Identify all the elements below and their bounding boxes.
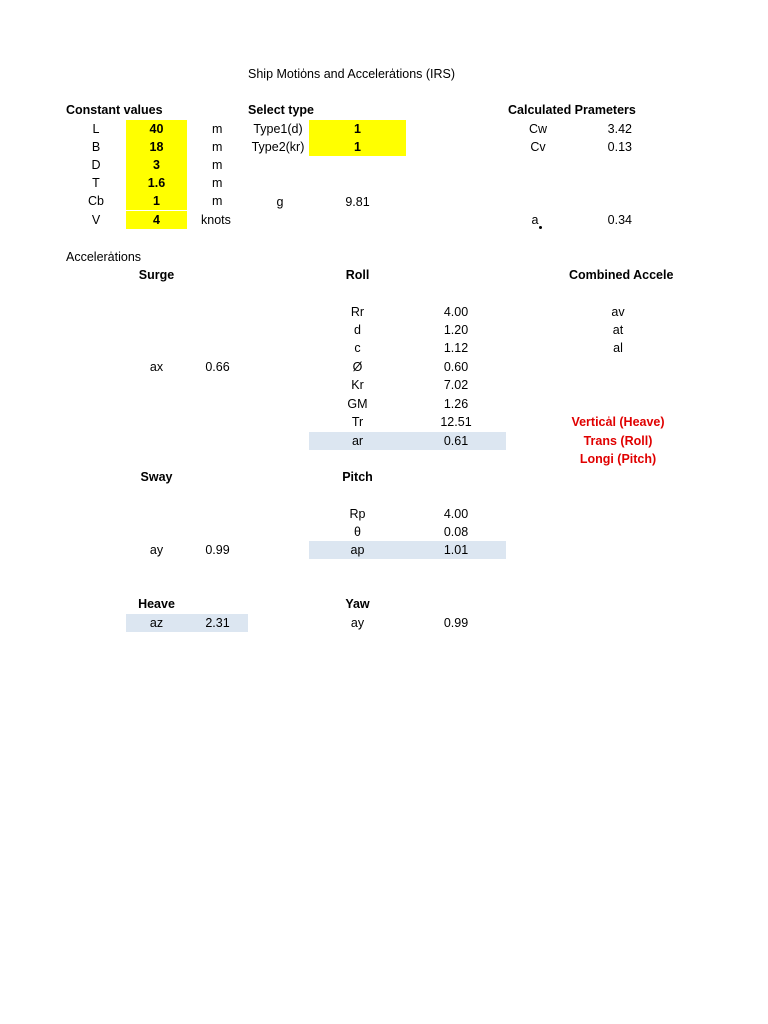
- pitch-label: Rp: [349, 507, 366, 521]
- constant-unit: m: [212, 194, 223, 208]
- pitch-value: 0.08: [443, 525, 469, 539]
- constant-unit: m: [212, 158, 223, 172]
- calculated-header: Calculated Prameters: [508, 103, 636, 117]
- accelerations-header: Accelera̍tions: [66, 250, 142, 264]
- sheet-title: Ship Motio̍ns and Accelera̍tions (IRS): [248, 67, 456, 81]
- roll-label: GM: [347, 397, 368, 411]
- roll-header: Roll: [345, 268, 370, 282]
- roll-value: 7.02: [443, 378, 469, 392]
- constant-unit: m: [212, 176, 223, 190]
- sway-label: ay: [149, 543, 164, 557]
- constant-input[interactable]: 18: [126, 138, 187, 156]
- gravity-label: g: [276, 195, 284, 209]
- calculated-label: a: [531, 213, 539, 227]
- constant-label: V: [91, 213, 101, 227]
- legend-longi-pitch: Longi (Pitch): [579, 452, 657, 466]
- type1-label: Type1(d): [253, 122, 303, 136]
- sway-header: Sway: [140, 470, 173, 484]
- constant-label: T: [92, 176, 100, 190]
- type2-label: Type2(kr): [251, 140, 305, 154]
- constant-unit: m: [212, 122, 223, 136]
- constant-label: D: [91, 158, 101, 172]
- select-type-header: Select type: [248, 103, 315, 117]
- subscript-dot: [539, 226, 542, 229]
- roll-label: Ø: [352, 360, 363, 374]
- constant-unit: m: [212, 140, 223, 154]
- calculated-value: 3.42: [607, 122, 632, 136]
- heave-value: 2.31: [187, 614, 248, 632]
- roll-value: 12.51: [440, 415, 472, 429]
- constant-input[interactable]: 4: [126, 211, 187, 229]
- yaw-label: ay: [350, 616, 365, 630]
- heave-header: Heave: [138, 597, 175, 611]
- surge-header: Surge: [138, 268, 175, 282]
- type1-input[interactable]: 1: [309, 120, 406, 138]
- roll-result-value: 0.61: [406, 432, 506, 450]
- roll-value: 1.26: [443, 397, 469, 411]
- constant-label: Cb: [88, 194, 104, 208]
- roll-value: 4.00: [443, 305, 469, 319]
- constant-input[interactable]: 1.6: [126, 174, 187, 192]
- constant-input[interactable]: 40: [126, 120, 187, 138]
- calculated-label: Cw: [528, 122, 548, 136]
- yaw-header: Yaw: [345, 597, 370, 611]
- roll-value: 1.12: [443, 341, 469, 355]
- roll-label: Kr: [351, 378, 364, 392]
- pitch-result-value: 1.01: [406, 541, 506, 559]
- type2-input[interactable]: 1: [309, 138, 406, 156]
- roll-label: Rr: [350, 305, 365, 319]
- yaw-value: 0.99: [443, 616, 469, 630]
- surge-value: 0.66: [205, 360, 230, 374]
- calculated-value: 0.34: [607, 213, 632, 227]
- constant-input[interactable]: 3: [126, 156, 187, 174]
- calculated-value: 0.13: [607, 140, 632, 154]
- legend-vertical-heave: Vertica̍l (Heave): [571, 415, 665, 429]
- roll-label: d: [354, 323, 361, 337]
- sway-value: 0.99: [205, 543, 230, 557]
- surge-label: ax: [149, 360, 164, 374]
- constant-label: B: [91, 140, 101, 154]
- constant-unit: knots: [201, 213, 231, 227]
- combined-label: al: [613, 341, 623, 355]
- combined-header: Combined Accele: [569, 268, 674, 282]
- pitch-result-label: ap: [309, 541, 406, 559]
- pitch-header: Pitch: [342, 470, 373, 484]
- gravity-value: 9.81: [345, 195, 370, 209]
- pitch-label: θ: [354, 525, 361, 539]
- constant-values-header: Constant values: [66, 103, 163, 117]
- roll-label: c: [354, 341, 361, 355]
- pitch-value: 4.00: [443, 507, 469, 521]
- constant-input[interactable]: 1: [126, 192, 187, 210]
- constant-label: L: [92, 122, 100, 136]
- roll-value: 1.20: [443, 323, 469, 337]
- roll-result-label: ar: [309, 432, 406, 450]
- combined-label: at: [612, 323, 624, 337]
- combined-label: av: [611, 305, 625, 319]
- heave-label: az: [126, 614, 187, 632]
- roll-value: 0.60: [443, 360, 469, 374]
- roll-label: Tr: [351, 415, 364, 429]
- calculated-label: Cv: [530, 140, 546, 154]
- legend-trans-roll: Trans (Roll): [583, 434, 653, 448]
